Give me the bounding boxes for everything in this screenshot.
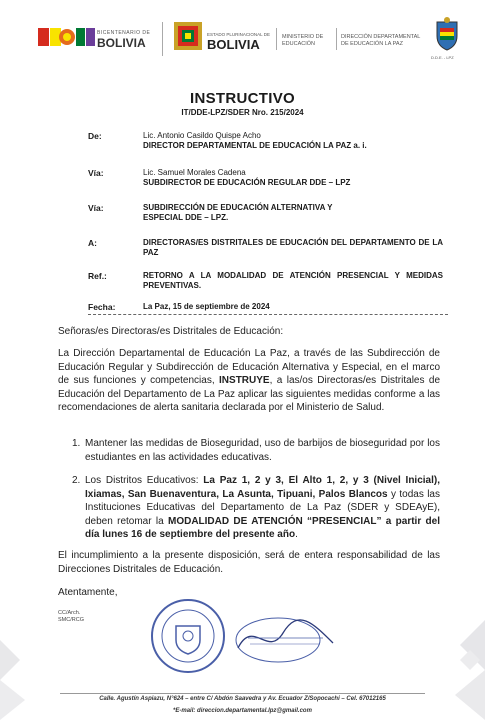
p1-text-a: La Dirección Departamental de Educación La Paz, a través de las Subdirección de Educación Regular y Subdirección de Educación Alternativa y Especial, en el marco de sus funciones y competencias, — [58, 348, 440, 386]
paragraph-2: El incumplimiento a la presente disposición, será de entera responsabilidad de las Direcciones Distritales de Educación. — [58, 550, 440, 575]
decorative-pattern-left — [0, 620, 48, 720]
a-value: DIRECTORAS/ES DISTRITALES DE EDUCACIÓN DEL DEPARTAMENTO DE LA PAZ — [143, 238, 443, 257]
list-number: 2. — [72, 475, 81, 486]
item2-districts: La Paz 1, 2 y 3, El Alto 1, 2, y 3 (Nivel Inicial), Ixiamas, San Buenaventura, La Asunta, Tipuani, Palos Blancos — [85, 475, 441, 500]
closing: Atentamente, — [58, 587, 118, 598]
fecha-label: Fecha: — [88, 302, 116, 312]
letterhead — [0, 12, 485, 60]
via1-role: SUBDIRECTOR DE EDUCACIÓN REGULAR DDE – LPZ — [143, 178, 351, 187]
de-label: De: — [88, 131, 102, 141]
document-code: IT/DDE-LPZ/SDER Nro. 215/2024 — [181, 108, 304, 117]
separator-line — [88, 314, 448, 315]
fecha-value: La Paz, 15 de septiembre de 2024 — [143, 302, 270, 311]
bicentenario-title: BOLIVIA — [97, 36, 146, 50]
via1-label: Vía: — [88, 168, 104, 178]
bicentenario-logo — [38, 26, 96, 48]
de-value — [143, 131, 443, 151]
via1-name: Lic. Samuel Morales Cadena — [143, 168, 246, 177]
initials-line-2: SMC/RCG — [58, 617, 84, 623]
dde-shield-icon — [434, 16, 460, 52]
decorative-pattern-right — [430, 610, 485, 720]
footer-address: Calle. Agustín Aspiazu, N°624 – entre C/ Abdón Saavedra y Av. Ecuador Z/Sopocachi – Cel. 67012165 — [99, 696, 386, 702]
bicentenario-subtitle: BICENTENARIO DE — [97, 30, 151, 36]
footer-email: *E-mail: direccion.departamental.lpz@gmail.com — [173, 708, 312, 714]
de-role: DIRECTOR DEPARTAMENTAL DE EDUCACIÓN LA PAZ a. i. — [143, 141, 367, 150]
a-label: A: — [88, 238, 97, 248]
document-title: INSTRUCTIVO — [190, 90, 295, 107]
initials-line-1: CC/Arch. — [58, 610, 81, 616]
estado-emblem-icon — [172, 18, 204, 54]
ref-label: Ref.: — [88, 271, 107, 281]
item2-end: . — [295, 529, 298, 540]
divider — [162, 22, 163, 56]
salutation: Señoras/es Directoras/es Distritales de Educación: — [58, 326, 284, 337]
ministerio-label: MINISTERIO DE EDUCACIÓN — [282, 34, 324, 47]
paragraph-1 — [58, 347, 440, 415]
official-seal-icon — [148, 596, 228, 676]
divider — [336, 28, 337, 50]
de-name: Lic. Antonio Casildo Quispe Acho — [143, 131, 261, 140]
signature-stamp-icon — [228, 608, 348, 668]
p1-instruye: INSTRUYE — [219, 375, 270, 386]
via1-value — [143, 168, 443, 188]
p1-text-b: , a las/os Directoras/es Distritales de Educación del Departamento de La Paz aplicar las siguientes medidas conforme a las recomendaciones de alerta sanitaria declarada por el Ministerio de Salud. — [58, 375, 441, 413]
item2-text-b: y todas las Instituciones Educativas del Departamento de La Paz (SDER y SDEAyE), deben retomar la — [85, 488, 440, 527]
divider — [276, 28, 277, 50]
item2-text-a: Los Distritos Educativos: — [85, 475, 199, 486]
via2-value: SUBDIRECCIÓN DE EDUCACIÓN ALTERNATIVA Y ESPECIAL DDE – LPZ. — [143, 203, 333, 222]
list-item — [72, 437, 440, 464]
item1-text: Mantener las medidas de Bioseguridad, uso de barbijos de bioseguridad por los estudiantes en las actividades educativas. — [85, 438, 440, 463]
estado-title: BOLIVIA — [207, 37, 260, 52]
estado-subtitle: ESTADO PLURINACIONAL DE — [207, 32, 271, 37]
direccion-label: DIRECCIÓN DEPARTAMENTAL DE EDUCACIÓN LA PAZ — [341, 34, 421, 47]
item2-modalidad: MODALIDAD DE ATENCIÓN “PRESENCIAL” a partir del día lunes 16 de septiembre del presente año — [85, 515, 440, 540]
list-item — [72, 474, 440, 542]
via2-label: Vía: — [88, 203, 104, 213]
footer-divider — [60, 693, 425, 694]
list-number: 1. — [72, 438, 81, 449]
item2-text — [72, 474, 440, 542]
dde-caption: D.D.E. - LPZ — [431, 55, 454, 60]
reference-initials — [58, 610, 84, 624]
ref-value: RETORNO A LA MODALIDAD DE ATENCIÓN PRESENCIAL Y MEDIDAS PREVENTIVAS. — [143, 271, 443, 290]
